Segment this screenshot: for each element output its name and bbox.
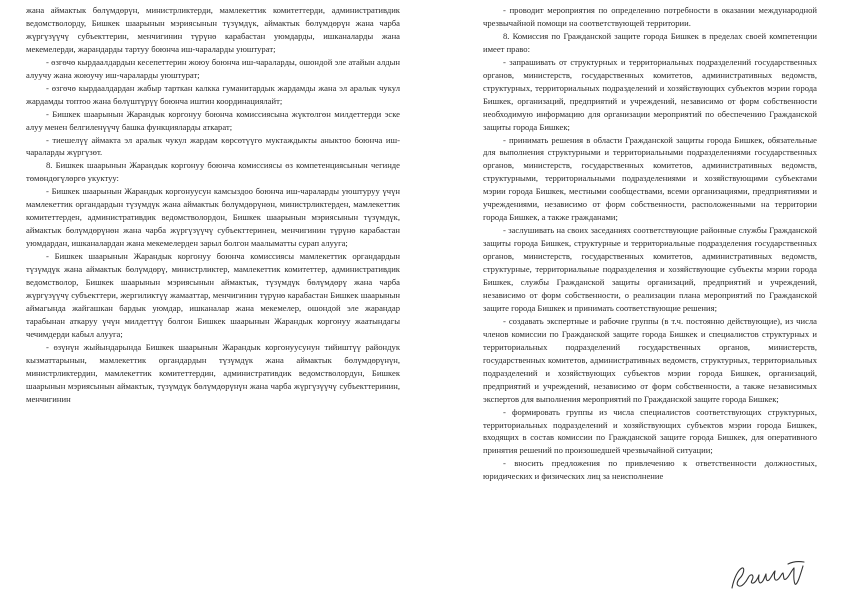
paragraph: - өзгөчө кырдаалдардан жабыр тарткан калкка гуманитардык жардамды жана эл аралык чукул жардамды топтоо жана бөлүштүрүү боюнча иштин координациялайт; [26,82,400,106]
paragraph: - Бишкек шаарынын Жарандык коргонуу боюнча комиссиясы мамлекеттик органдардын түзүмдүк жана аймактык бөлүмдөрү, министрликтер, мамлекеттик комитеттер, административдик ведомстволор, Бишкек шаарынын мэриясынын аймактык, түзүмдүк бөлүмдөрү жана чарба жүргүзүүчү субъекттери, жергиликтүү жамааттар, менчигинин түрүнө карабастан Бишкек шаарынын аймагында жайгашкан бардык уюмдар, ишканалар жана мекемелер, ошондой эле жарандар тарабынан аткаруу үчүн милдеттүү болгон Бишкек шаарынын Жарандык коргонуу жаатындагы чечимдерди кабыл алууга; [26,251,400,339]
paragraph: - проводит мероприятия по определению потребности в оказании международной чрезвычайной помощи на соответствующей территории. [483,5,817,28]
paragraph: - өзгөчө кырдаалдардын кесепеттерин жоюу боюнча иш-чараларды, ошондой эле атайын алдын алуучу жана жоюучу иш-чараларды уюштурат; [26,56,400,80]
paragraph: - принимать решения в области Гражданской защиты города Бишкек, обязательные для выполнения структурными и территориальными подразделениями государственных органов, министерств, государственных комитетов, административных ведомств, структурными, территориальными подразделениями и хозяйствующими субъектами мэрии города Бишкек, местными сообществами, всеми организациями, предприятиями и учреждениями, независимо от форм собственности, расположенными на территории города Бишкек, а также гражданами; [483,134,817,223]
paragraph: - заслушивать на своих заседаниях соответствующие районные службы Гражданской защиты города Бишкек, структурные и территориальные подразделения государственных органов, министерств, государственных комитетов, административных ведомств, структурные, территориальные подразделения и хозяйствующие субъекты мэрии города Бишкек, службы Гражданской защиты организаций, предприятий и учреждений, независимо от форм собственности, о реализации плана мероприятий по Гражданской защите города Бишкек и принимать соответствующие решения; [483,225,817,313]
paragraph: - формировать группы из числа специалистов соответствующих структурных, территориальных подразделений и хозяйствующих субъектов мэрии города Бишкек, входящих в состав комиссии по Гражданской защите города Бишкек, для оперативного принятия решений по произошедшей чрезвычайной ситуации; [483,406,817,456]
paragraph: - өзүнүн жыйындарында Бишкек шаарынын Жарандык коргонуусунун тийиштүү райондук кызматтарынын, мамлекеттик органдардын түзүмдүк жана аймактык бөлүмдөрүнүн, министрликтердин, мамлекеттик комитеттердин, административдик ведомстволордун, Бишкек шаарынын мэриясынын аймактык, түзүмдүк бөлүмдөрүнүн жана чарба жүргүзүүчү субъекттеринин, менчигинин [26,341,400,404]
paragraph: - вносить предложения по привлечению к ответственности должностных, юридических и физических лиц за неисполнение [483,458,817,482]
section-8-heading: 8. Комиссия по Гражданской защите города Бишкек в пределах своей компетенции имеет право: [483,30,817,54]
handwritten-signature-icon [728,558,808,594]
paragraph: - Бишкек шаарынын Жарандык коргонуу боюнча комиссиясына жүктөлгөн милдеттерди эске алуу менен белгиленүүчү башка функцияларды аткарат; [26,108,400,132]
paragraph: - Бишкек шаарынын Жарандык коргонуусун камсыздоо боюнча иш-чараларды уюштуруу үчүн мамлекеттик органдардын түзүмдүк жана аймактык бөлүмдөрүнөн, министрликтерден, мамлекеттик комитеттерден, административдик ведомстволордон, Бишкек шаарынын мэриясынын түзүмдүк, аймактык бөлүмдөрүнөн жана чарба жүргүзүүчү субъекттеринен, менчигинин түрүнө карабастан уюмдардан, ишканалардан жана мекемелерден зарыл болгон маалыматты сурап алууга; [26,186,400,249]
paragraph: жана аймактык бөлүмдөрүн, министрликтерди, мамлекеттик комитеттерди, административдик ведомстволорду, Бишкек шаарынын мэриясынын түзүмдүк, аймактык бөлүмдөрүн жана чарба жүргүзүүчү субъекттерин, менчигинин түрүнө карабастан уюмдарды, ишканаларды жана мекемелерди, жарандарды тартуу боюнча иш-чараларды уюштурат; [26,5,400,54]
paragraph: - создавать экспертные и рабочие группы (в т.ч. постоянно действующие), из числа членов комиссии по Гражданской защите города Бишкек и специалистов структурных и территориальных подразделений государственных органов, министерств, государственных комитетов, административных ведомств, структурных, территориальных подразделений и хозяйствующих субъектов мэрии города Бишкек, организаций, предприятий и учреждений, независимо от форм собственности, а также независимых экспертов для выполнения мероприятий по Гражданской защите города Бишкек; [483,315,817,404]
paragraph: - запрашивать от структурных и территориальных подразделений государственных органов, министерств, государственных комитетов, административных ведомств, структурных, территориальных подразделений и хозяйствующих субъектов мэрии города Бишкек, организаций, предприятий и учреждений, независимо от форм собственности необходимую информацию для организации мероприятий по обеспечению Гражданской защиты города Бишкек; [483,56,817,132]
left-column-kyrgyz-text [26,4,400,406]
paragraph: - тиешелүү аймакта эл аралык чукул жардам көрсөтүүгө муктаждыкты аныктоо боюнча иш-чараларды жүргүзөт. [26,134,400,158]
section-8-heading: 8. Бишкек шаарынын Жарандык коргонуу боюнча комиссиясы өз компетенциясынын чегинде төмөндөгүлөргө укуктуу: [26,160,400,184]
right-column-russian-text [483,4,817,483]
